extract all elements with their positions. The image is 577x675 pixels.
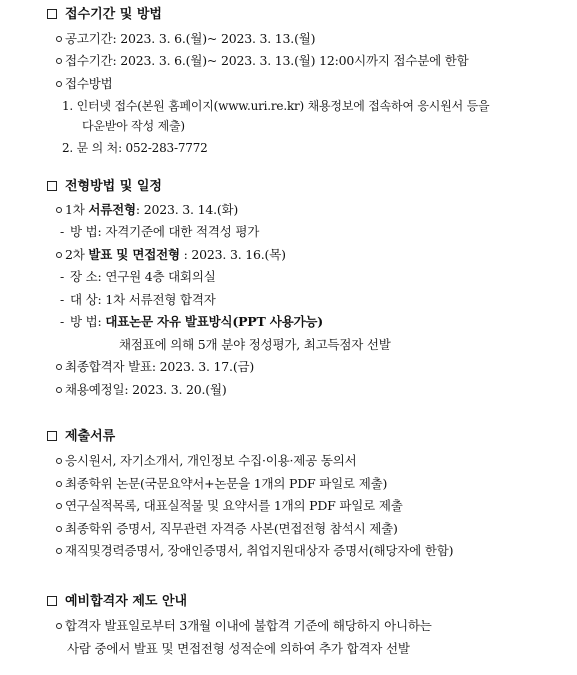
list-item: 합격자 발표일로부터 3개월 이내에 불합격 기준에 해당하지 아니하는 xyxy=(56,617,432,635)
list-item: - 대 상: 1차 서류전형 합격자 xyxy=(60,292,216,307)
circle-bullet-icon xyxy=(56,503,62,509)
list-item-continuation: 사람 중에서 발표 및 면접전형 성적순에 의하여 추가 합격자 선발 xyxy=(67,641,410,656)
list-item: 재직및경력증명서, 장애인증명서, 취업지원대상자 증명서(해당자에 한함) xyxy=(56,542,453,560)
circle-bullet-icon xyxy=(56,526,62,532)
circle-bullet-icon xyxy=(56,252,62,258)
sub-item-contact: 2. 문 의 처: 052-283-7772 xyxy=(62,141,208,155)
circle-bullet-icon xyxy=(56,481,62,487)
circle-bullet-icon xyxy=(56,364,62,370)
circle-bullet-icon xyxy=(56,58,62,64)
section-heading-documents: 제출서류 xyxy=(47,428,115,446)
list-item: 최종학위 증명서, 직무관련 자격증 사본(면접전형 참석시 제출) xyxy=(56,520,398,538)
checkbox-square-icon xyxy=(47,596,57,606)
circle-bullet-icon xyxy=(56,623,62,629)
list-item: 최종학위 논문(국문요약서+논문을 1개의 PDF 파일로 제출) xyxy=(56,475,387,493)
sub-item-continuation: 다운받아 작성 제출) xyxy=(82,119,185,133)
section-heading-selection: 전형방법 및 일정 xyxy=(47,178,162,196)
list-item: - 방 법: 자격기준에 대한 적격성 평가 xyxy=(60,224,260,239)
checkbox-square-icon xyxy=(47,181,57,191)
section-heading-reserve: 예비합격자 제도 안내 xyxy=(47,593,187,611)
list-item: 2차 발표 및 면접전형 : 2023. 3. 16.(목) xyxy=(56,246,286,264)
circle-bullet-icon xyxy=(56,458,62,464)
list-item-continuation: 채점표에 의해 5개 분야 정성평가, 최고득점자 선발 xyxy=(119,337,391,352)
list-item: 연구실적목록, 대표실적물 및 요약서를 1개의 PDF 파일로 제출 xyxy=(56,497,403,515)
circle-bullet-icon xyxy=(56,387,62,393)
list-item: 응시원서, 자기소개서, 개인정보 수집·이용·제공 동의서 xyxy=(56,452,356,470)
checkbox-square-icon xyxy=(47,9,57,19)
circle-bullet-icon xyxy=(56,81,62,87)
list-item: 접수방법 xyxy=(56,75,113,93)
circle-bullet-icon xyxy=(56,207,62,213)
circle-bullet-icon xyxy=(56,36,62,42)
section-heading-application: 접수기간 및 방법 xyxy=(47,6,162,24)
sub-item: 1. 인터넷 접수(본원 홈페이지(www.uri.re.kr) 채용정보에 접속하여 응시원서 등을 xyxy=(62,99,490,113)
list-item: 1차 서류전형: 2023. 3. 14.(화) xyxy=(56,201,238,219)
list-item: 접수기간: 2023. 3. 6.(월)~ 2023. 3. 13.(월) 12:00시까지 접수분에 한함 xyxy=(56,52,469,70)
list-item: - 장 소: 연구원 4층 대회의실 xyxy=(60,269,216,284)
checkbox-square-icon xyxy=(47,431,57,441)
list-item: 최종합격자 발표: 2023. 3. 17.(금) xyxy=(56,358,254,376)
circle-bullet-icon xyxy=(56,548,62,554)
list-item: - 방 법: 대표논문 자유 발표방식(PPT 사용가능) xyxy=(60,314,323,329)
list-item: 채용예정일: 2023. 3. 20.(월) xyxy=(56,381,227,399)
list-item: 공고기간: 2023. 3. 6.(월)~ 2023. 3. 13.(월) xyxy=(56,30,315,48)
